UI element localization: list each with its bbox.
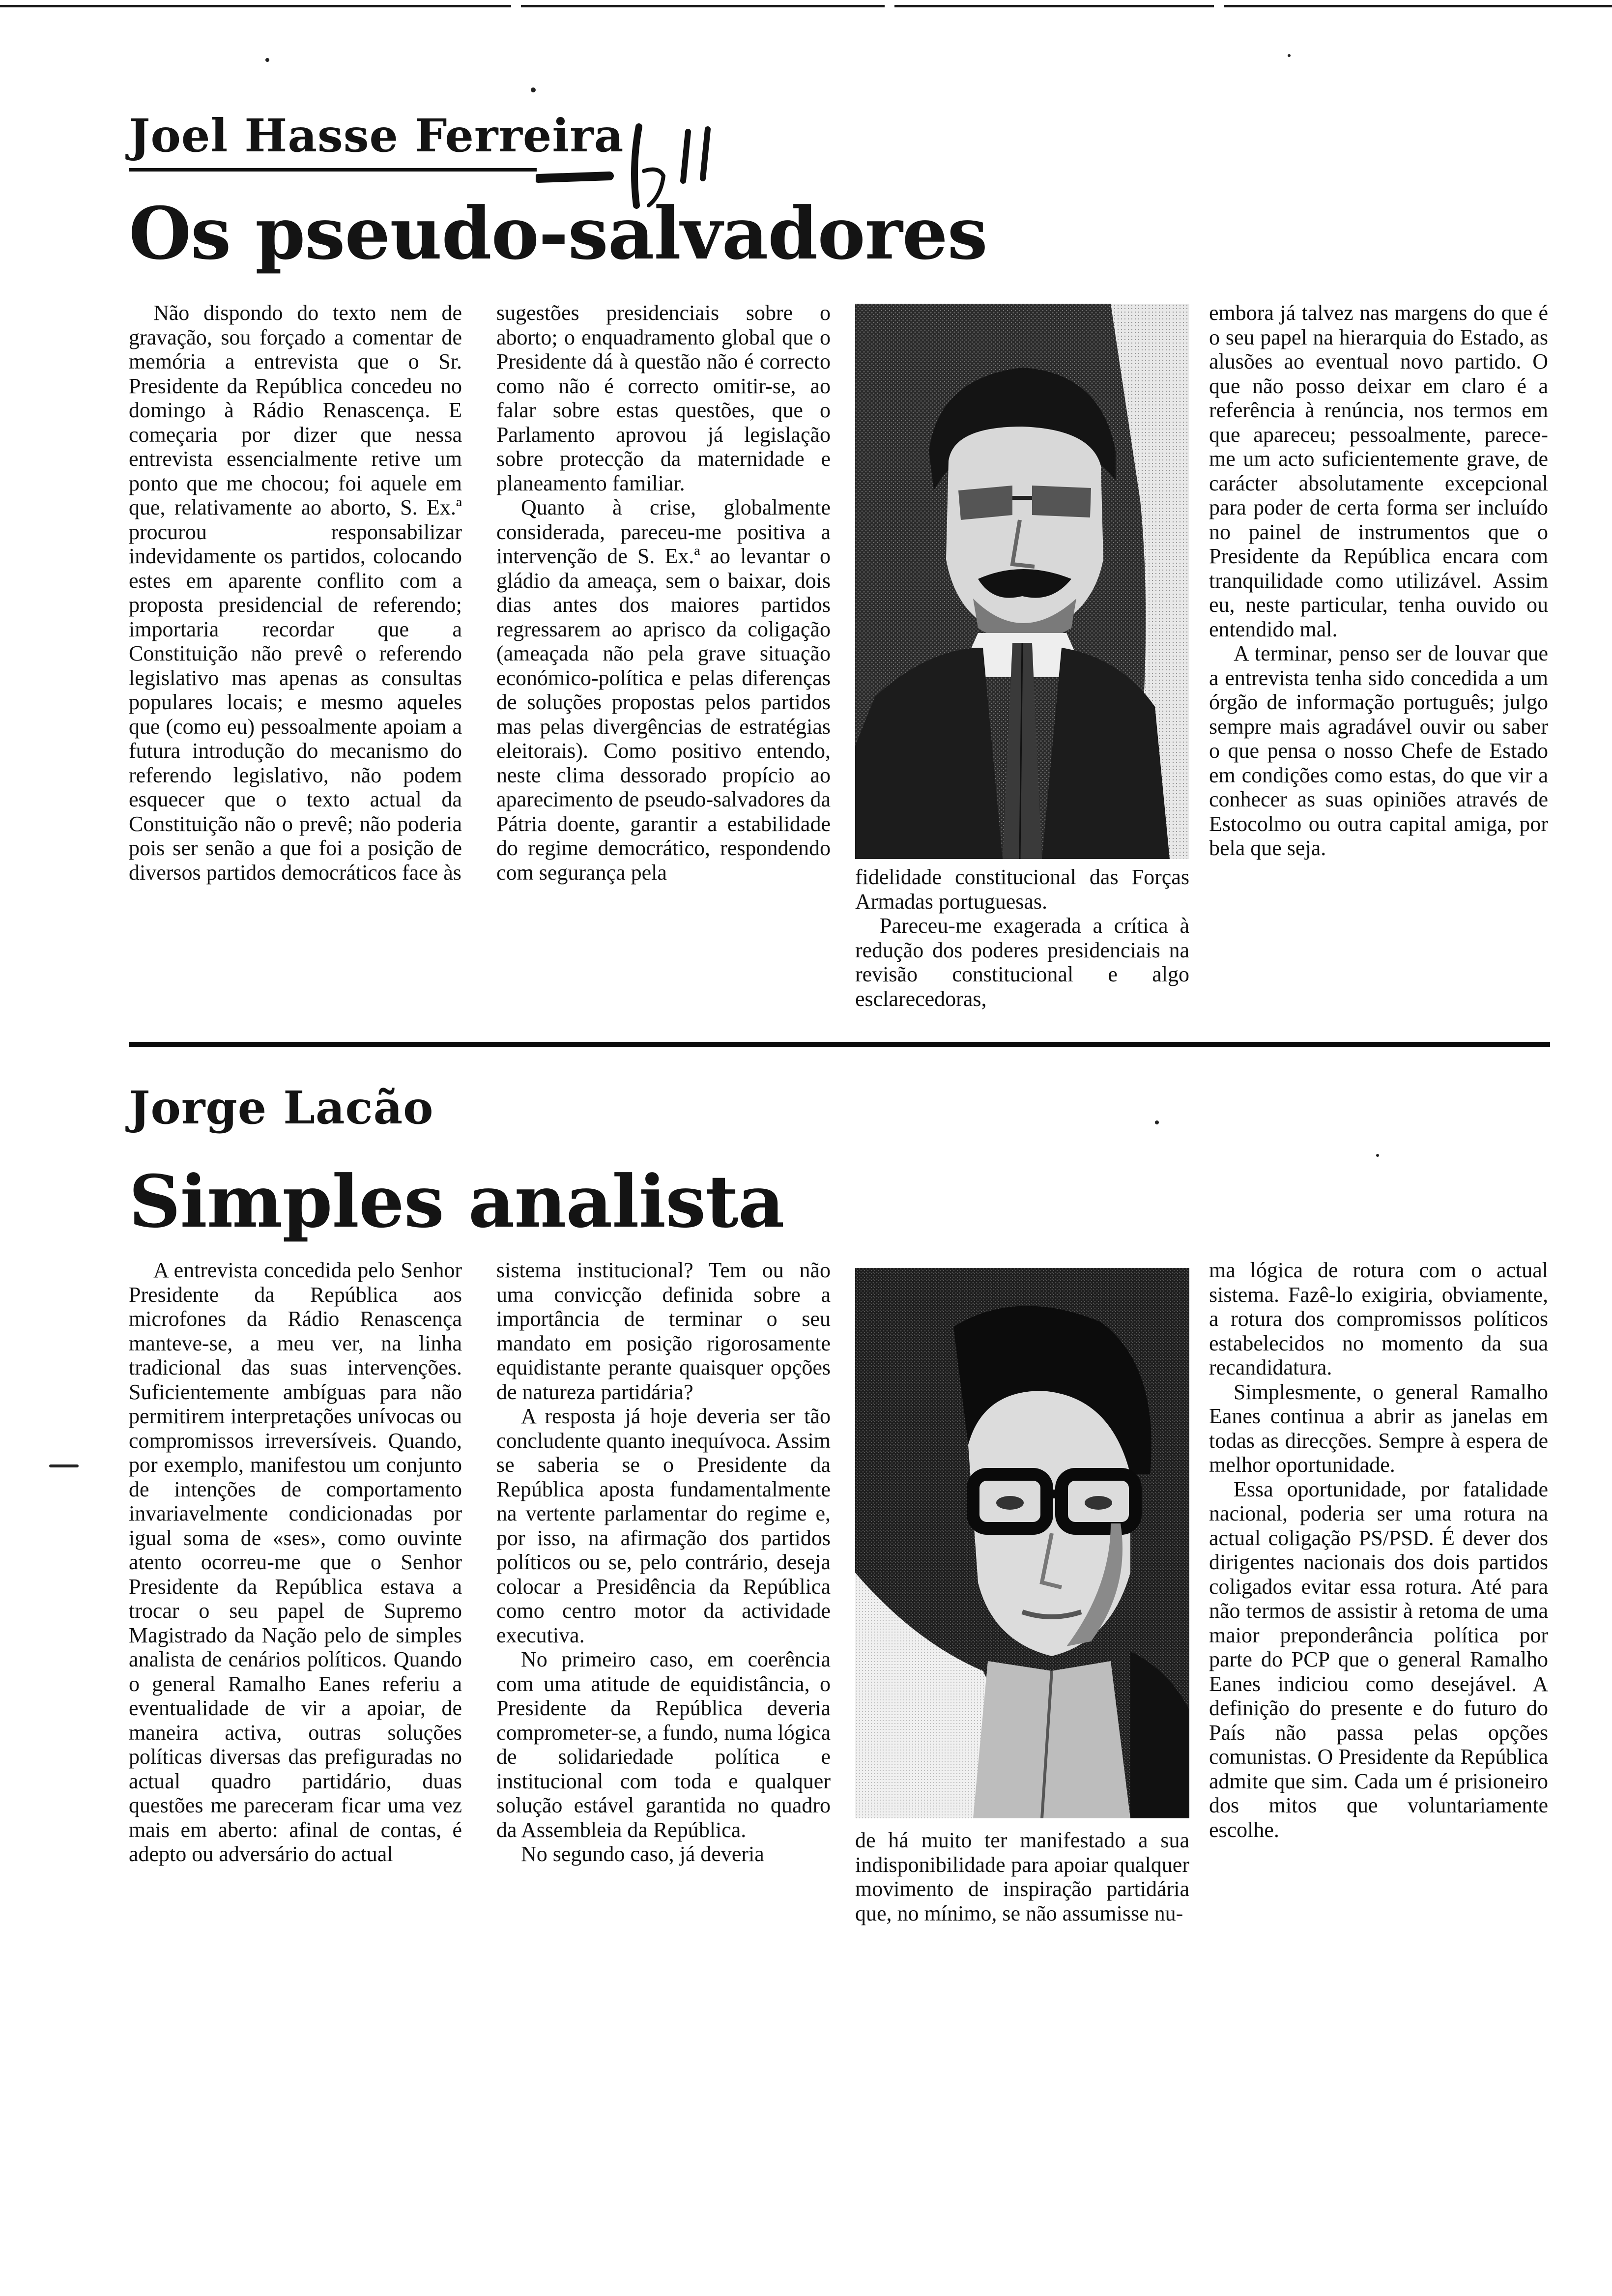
top-rule [521, 5, 885, 7]
article2-headline: Simples analista [129, 1160, 784, 1244]
paragraph: fidelidade constitucional das Forças Armadas portuguesas. [855, 865, 1189, 914]
top-rule [894, 5, 1214, 7]
article2-column-4 [1209, 1258, 1548, 1842]
scan-speck [1288, 54, 1291, 57]
article1-column-1 [129, 301, 462, 885]
scan-speck [531, 87, 536, 92]
article2-column-2 [496, 1258, 831, 1866]
article1-headline: Os pseudo-salvadores [129, 192, 987, 276]
article1-column-4 [1209, 301, 1548, 861]
paragraph: No primeiro caso, em coerência com uma atitude de equidistância, o Presidente da República deveria comprometer-se, a fundo, numa lógica de solidariedade política e institucional com toda e qualquer solução estável garantida no quadro da Assembleia da República. [496, 1647, 831, 1842]
paragraph: A resposta já hoje deveria ser tão concludente quanto inequívoca. Assim se saberia se o Presidente da República aposta fundamentalmente na vertente parlamentar do regime e, por isso, na afirmação dos partidos políticos ou se, pelo contrário, deseja colocar a Presidência da República como centro motor da actividade executiva. [496, 1404, 831, 1647]
paragraph: Essa oportunidade, por fatalidade nacional, poderia ser uma rotura na actual coligação PS/PSD. É dever dos dirigentes nacionais dos dois partidos coligados evitar essa rotura. Até para não termos de assistir à retoma de uma maior preponderância política por parte do PCP que o general Ramalho Eanes indiciou como desejável. A definição do presente e do futuro do País não passa pelas opções comunistas. O Presidente da República admite que sim. Cada um é prisioneiro dos mitos que voluntariamente escolhe. [1209, 1477, 1548, 1842]
portrait-photo-jorge-lacao [855, 1268, 1189, 1818]
portrait-man-moustache-icon [855, 304, 1189, 859]
article-divider [129, 1042, 1550, 1047]
article1-author: Joel Hasse Ferreira [129, 109, 624, 162]
paragraph: Quanto à crise, globalmente considerada, pareceu-me positiva a intervenção de S. Ex.ª ao levantar o gládio da ameaça, sem o baixar, dois dias antes dos maiores partidos regressarem ao aprisco da coligação (ameaçada não pela grave situação económico-política e pelas diferenças de soluções propostas pelos partidos mas pelas divergências de estratégias eleitorais). Como positivo entendo, neste clima dessorado propício ao aparecimento de pseudo-salvadores da Pátria doente, garantir a estabilidade do regime democrático, respondendo com segurança pela [496, 495, 831, 885]
article2-column-1 [129, 1258, 462, 1866]
paragraph: No segundo caso, já deveria [521, 1842, 764, 1866]
top-rule [0, 5, 511, 7]
paragraph: A terminar, penso ser de louvar que a entrevista tenha sido concedida a um órgão de informação português; julgo sempre mais agradável ouvir ou saber o que pensa o nosso Chefe de Estado em condições como estas, do que vir a conhecer as suas opiniões através de Estocolmo ou outra capital amiga, por bela que seja. [1209, 641, 1548, 860]
paragraph: A entrevista concedida pelo Senhor Presidente da República aos microfones da Rádio Renascença manteve-se, a meu ver, na linha tradicional das suas intervenções. Suficientemente ambíguas para não permitirem interpretações unívocas ou compromissos irreversíveis. Quando, por exemplo, manifestou um conjunto de intenções de comportamento invariavelmente condicionadas por igual soma de «ses», como ouvinte atento ocorreu-me que o Senhor Presidente da República estava a trocar o seu papel de Supremo Magistrado da Nação pelo de simples analista de cenários políticos. Quando o general Ramalho Eanes referiu a eventualidade de vir a apoiar, de maneira activa, outras soluções políticas diversas das prefiguradas no actual quadro partidário, duas questões me pareceram ficar uma vez mais em aberto: afinal de contas, é adepto ou adversário do actual [129, 1258, 462, 1866]
scan-mark [49, 1464, 79, 1467]
article1-column-3 [855, 865, 1189, 1011]
paragraph: sugestões presidenciais sobre o aborto; o enquadramento global que o Presidente dá à questão não é correcto como não é correcto omitir-se, ao falar sobre estas questões, que o Parlamento aprovou já legislação sobre protecção da maternidade e planeamento familiar. [496, 301, 831, 495]
top-rule [1224, 5, 1612, 7]
scan-speck [1376, 1154, 1379, 1157]
paragraph: Pareceu-me exagerada a crítica à redução dos poderes presidenciais na revisão constitucional e algo esclarecedoras, [855, 914, 1189, 1011]
scan-speck [1155, 1120, 1159, 1124]
paragraph: de há muito ter manifestado a sua indisponibilidade para apoiar qualquer movimento de inspiração partidária que, no mínimo, se não assumisse nu- [855, 1828, 1189, 1925]
paragraph: sistema institucional? Tem ou não uma convicção definida sobre a importância de terminar o seu mandato em posição rigorosamente equidistante perante quaisquer opções de natureza partidária? [496, 1258, 831, 1404]
paragraph: embora já talvez nas margens do que é o seu papel na hierarquia do Estado, as alusões ao eventual novo partido. O que não posso deixar em claro é a referência à renúncia, nos termos em que apareceu; pessoalmente, parece-me um acto suficientemente grave, de carácter absolutamente excepcional para poder de certa forma ser incluído no painel de instrumentos que o Presidente da República encara com tranquilidade como utilizável. Assim eu, neste particular, tenha ouvido ou entendido mal. [1209, 301, 1548, 641]
portrait-photo-joel-hasse-ferreira [855, 304, 1189, 859]
author-underline [129, 168, 537, 172]
article2-column-3 [855, 1828, 1189, 1925]
paragraph: Simplesmente, o general Ramalho Eanes continua a abrir as janelas em todas as direcções. Sempre à espera de melhor oportunidade. [1209, 1379, 1548, 1477]
article1-column-2 [496, 301, 831, 885]
paragraph: Não dispondo do texto nem de gravação, sou forçado a comentar de memória a entrevista que o Sr. Presidente da República concedeu no domingo à Rádio Renascença. E começaria por dizer que nessa entrevista essencialmente retive um ponto que me chocou; foi aquele em que, relativamente ao aborto, S. Ex.ª procurou responsabilizar indevidamente os partidos, colocando estes em aparente conflito com a proposta presidencial de referendo; importaria recordar que a Constituição não prevê o referendo legislativo mas apenas as consultas populares locais; e mesmo aqueles que (como eu) pessoalmente apoiam a futura introdução do mecanismo do referendo legislativo, não podem esquecer que o texto actual da Constituição não o prevê; não poderia pois ser senão a que foi a posição de diversos partidos democráticos face às [129, 301, 462, 885]
article2-author: Jorge Lacão [129, 1081, 434, 1134]
paragraph: ma lógica de rotura com o actual sistema. Fazê-lo exigiria, obviamente, a rotura dos compromissos políticos estabelecidos no momento da sua recandidatura. [1209, 1258, 1548, 1379]
scan-speck [265, 58, 269, 62]
portrait-man-glasses-icon [855, 1268, 1189, 1818]
